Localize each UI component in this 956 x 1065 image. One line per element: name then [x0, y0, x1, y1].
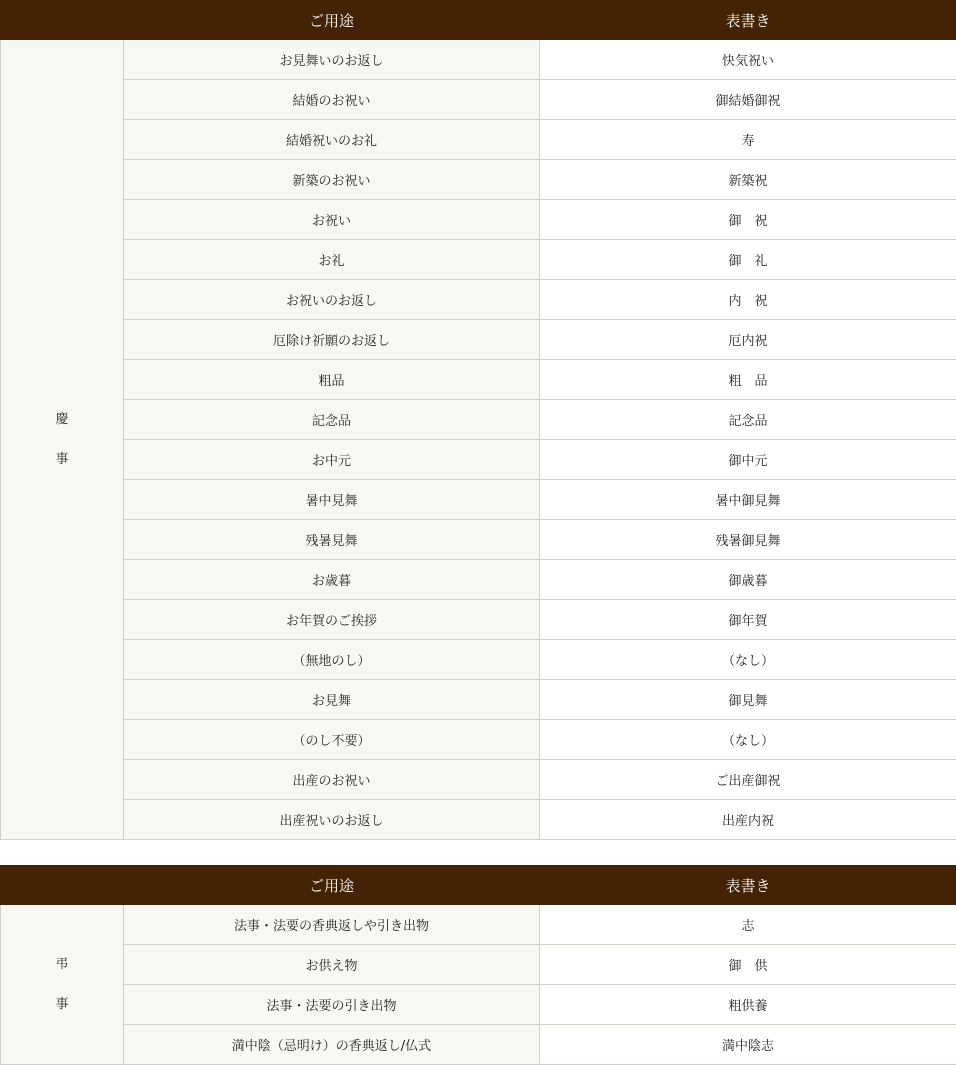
table-row [1, 480, 956, 520]
hyogaki-cell: 志 [540, 905, 956, 945]
use-cell: お見舞 [124, 680, 540, 720]
use-cell: お年賀のご挨拶 [124, 600, 540, 640]
use-cell: 出産のお祝い [124, 760, 540, 800]
table-row [1, 760, 956, 800]
use-cell: 結婚祝いのお礼 [124, 120, 540, 160]
hyogaki-cell: 満中陰志 [540, 1025, 956, 1065]
hyogaki-cell: 御 礼 [540, 240, 956, 280]
hyogaki-cell: 粗供養 [540, 985, 956, 1025]
header-category [1, 866, 124, 905]
table-row [1, 440, 956, 480]
table-header-row [1, 1, 956, 40]
use-cell: 記念品 [124, 400, 540, 440]
use-cell: お礼 [124, 240, 540, 280]
table-row [1, 280, 956, 320]
table-header-row [1, 866, 956, 905]
hyogaki-cell: 粗 品 [540, 360, 956, 400]
use-cell: お祝いのお返し [124, 280, 540, 320]
use-cell: 結婚のお祝い [124, 80, 540, 120]
use-cell: お祝い [124, 200, 540, 240]
header-use: ご用途 [124, 1, 540, 40]
table-row [1, 640, 956, 680]
hyogaki-cell: （なし） [540, 640, 956, 680]
table-row [1, 200, 956, 240]
hyogaki-cell: 記念品 [540, 400, 956, 440]
use-cell: 暑中見舞 [124, 480, 540, 520]
header-use: ご用途 [124, 866, 540, 905]
hyogaki-cell: 御中元 [540, 440, 956, 480]
table-row [1, 945, 956, 985]
hyogaki-cell: 御年賀 [540, 600, 956, 640]
table-row [1, 80, 956, 120]
use-cell: お見舞いのお返し [124, 40, 540, 80]
table-row [1, 160, 956, 200]
table-row [1, 40, 956, 80]
category-char: 事 [1, 440, 123, 480]
use-cell: 出産祝いのお返し [124, 800, 540, 840]
table-row [1, 120, 956, 160]
use-cell: 法事・法要の香典返しや引き出物 [124, 905, 540, 945]
use-cell: （のし不要） [124, 720, 540, 760]
hyogaki-cell: 御 供 [540, 945, 956, 985]
table-row [1, 560, 956, 600]
table-row [1, 720, 956, 760]
table-row [1, 360, 956, 400]
use-cell: 厄除け祈願のお返し [124, 320, 540, 360]
header-category [1, 1, 124, 40]
hyogaki-cell: 残暑御見舞 [540, 520, 956, 560]
hyogaki-cell: 御 祝 [540, 200, 956, 240]
table-row [1, 800, 956, 840]
hyogaki-cell: 御結婚御祝 [540, 80, 956, 120]
use-cell: 粗品 [124, 360, 540, 400]
table-row [1, 400, 956, 440]
table-row [1, 680, 956, 720]
table-row [1, 985, 956, 1025]
use-cell: お歳暮 [124, 560, 540, 600]
header-hyogaki: 表書き [540, 866, 956, 905]
hyogaki-cell: 厄内祝 [540, 320, 956, 360]
hyogaki-cell: 快気祝い [540, 40, 956, 80]
hyogaki-cell: 寿 [540, 120, 956, 160]
use-cell: 法事・法要の引き出物 [124, 985, 540, 1025]
hyogaki-cell: 新築祝 [540, 160, 956, 200]
hyogaki-cell: 内 祝 [540, 280, 956, 320]
hyogaki-cell: ご出産御祝 [540, 760, 956, 800]
use-cell: （無地のし） [124, 640, 540, 680]
use-cell: 残暑見舞 [124, 520, 540, 560]
use-cell: 満中陰（忌明け）の香典返し/仏式 [124, 1025, 540, 1065]
header-hyogaki: 表書き [540, 1, 956, 40]
condolence-table [0, 865, 956, 1065]
table-row [1, 600, 956, 640]
category-cell [1, 40, 124, 840]
table-row [1, 240, 956, 280]
use-cell: 新築のお祝い [124, 160, 540, 200]
hyogaki-cell: 御見舞 [540, 680, 956, 720]
table-row [1, 905, 956, 945]
hyogaki-cell: 暑中御見舞 [540, 480, 956, 520]
category-char: 慶 [1, 400, 123, 440]
category-cell [1, 905, 124, 1065]
use-cell: お中元 [124, 440, 540, 480]
table-row [1, 520, 956, 560]
use-cell: お供え物 [124, 945, 540, 985]
table-row [1, 320, 956, 360]
hyogaki-cell: （なし） [540, 720, 956, 760]
hyogaki-cell: 御歳暮 [540, 560, 956, 600]
table-spacer [0, 840, 956, 865]
category-char: 事 [1, 985, 123, 1025]
hyogaki-cell: 出産内祝 [540, 800, 956, 840]
table-row [1, 1025, 956, 1065]
category-char: 弔 [1, 945, 123, 985]
